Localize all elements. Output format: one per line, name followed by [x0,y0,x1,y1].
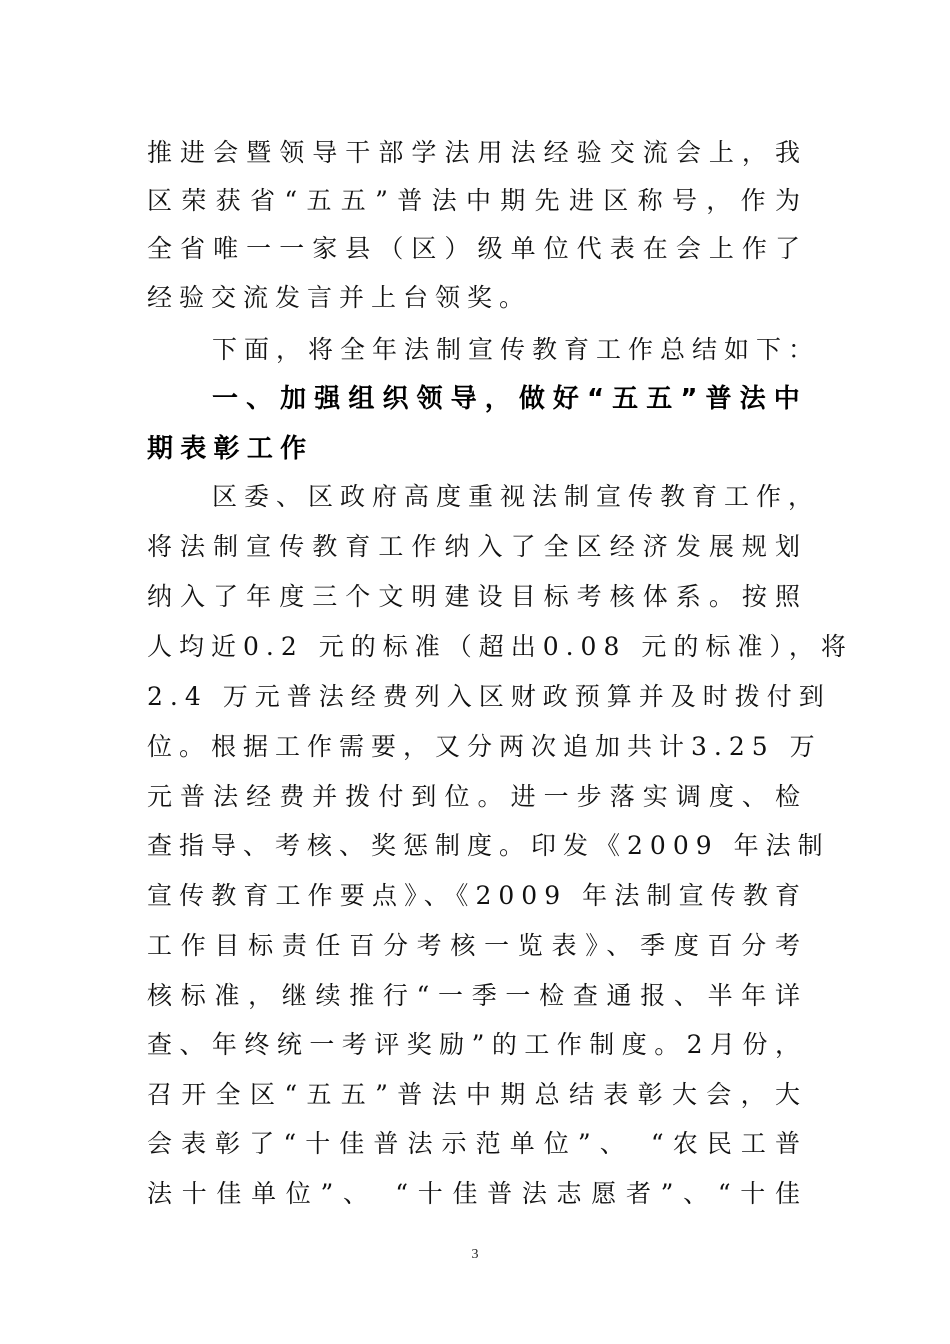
body-line: 区委、区政府高度重视法制宣传教育工作， [212,482,821,511]
body-line: 全省唯一一家县（区）级单位代表在会上作了 [147,234,807,263]
body-line: 元普法经费并拨付到位。进一步落实调度、检 [147,782,807,811]
body-line: 人均近0.2 元的标准（超出0.08 元的标准），将 [147,632,853,661]
body-line: 将法制宣传教育工作纳入了全区经济发展规划 [147,532,807,561]
page-number: 3 [471,1247,479,1262]
body-line: 召开全区“五五”普法中期总结表彰大会，大 [147,1080,807,1109]
body-line: 会表彰了“十佳普法示范单位”、 “农民工普 [147,1129,807,1158]
body-line: 2.4 万元普法经费列入区财政预算并及时拨付到 [147,682,831,711]
body-line: 核标准，继续推行“一季一检查通报、半年详 [147,981,807,1010]
body-line: 查指导、考核、奖惩制度。印发《2009 年法制 [147,831,830,860]
body-line: 法十佳单位”、 “十佳普法志愿者”、“十佳 [147,1179,807,1208]
body-line: 经验交流发言并上台领奖。 [147,283,532,312]
body-line: 下面，将全年法制宣传教育工作总结如下： [212,335,821,364]
body-line: 推进会暨领导干部学法用法经验交流会上，我 [147,138,807,167]
body-line: 区荣获省“五五”普法中期先进区称号，作为 [147,186,807,215]
body-line: 工作目标责任百分考核一览表》、季度百分考 [147,931,807,960]
body-line: 宣传教育工作要点》、《2009 年法制宣传教育 [147,881,807,910]
body-line: 纳入了年度三个文明建设目标考核体系。按照 [147,582,807,611]
body-line: 位。根据工作需要，又分两次追加共计3.25 万 [147,732,822,761]
section-heading: 期表彰工作 [147,434,314,464]
section-heading: 一、加强组织领导，做好“五五”普法中 [212,384,807,414]
body-line: 查、年终统一考评奖励”的工作制度。2月份， [147,1030,807,1059]
